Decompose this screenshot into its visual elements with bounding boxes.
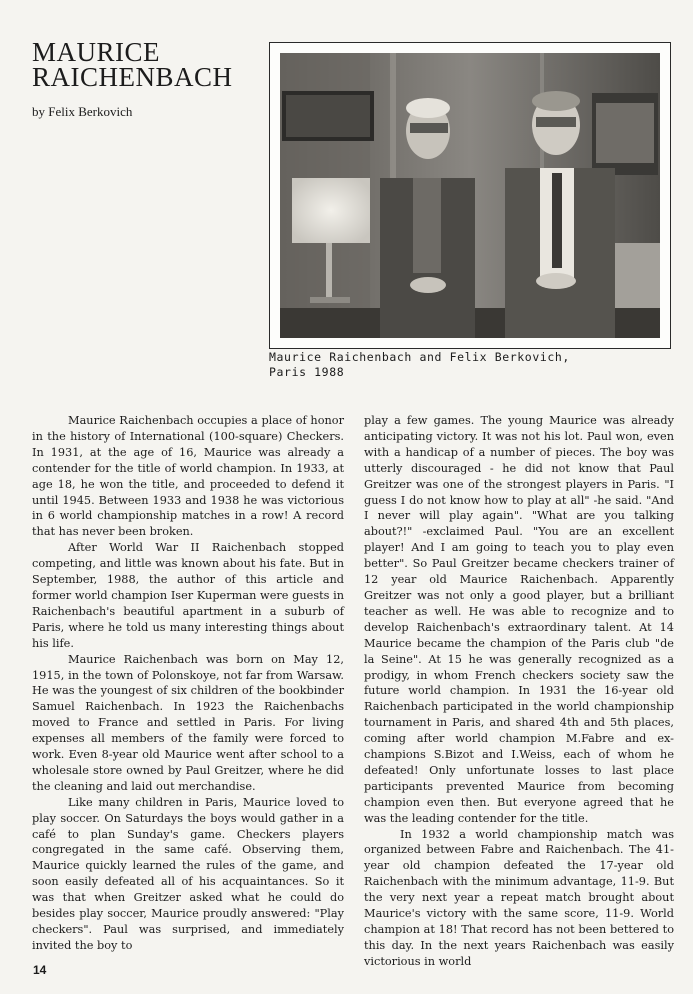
- photo-frame: [269, 42, 671, 349]
- article-column-right: [364, 413, 674, 970]
- article-title-line-2: RAICHENBACH: [32, 62, 233, 92]
- paragraph: Like many children in Paris, Maurice loved to play soccer. On Saturdays the boys would gather in a café to plan Sunday's game. Checkers players congregated in the same café. Observing them, Maurice quickly learned the rules of the game, and soon easily defeated all of his acquaintances. So it was that when Greitzer asked what he could do besides play soccer, Maurice proudly answered: "Play checkers". Paul was surprised, and immediately invited the boy to: [32, 795, 344, 952]
- paragraph: Maurice Raichenbach was born on May 12, 1915, in the town of Polonskoye, not far from Warsaw. He was the youngest of six children of the bookbinder Samuel Raichenbach. In 1923 the Raichenbachs moved to France and settled in Paris. For living expenses all members of the family were forced to work. Even 8-year old Maurice went after school to a wholesale store owned by Paul Greitzer, where he did the cleaning and laid out merchandise.: [32, 652, 344, 793]
- article-column-left: [32, 413, 344, 954]
- photo-caption-line-1: Maurice Raichenbach and Felix Berkovich,: [269, 350, 570, 364]
- paragraph: After World War II Raichenbach stopped competing, and little was known about his fate. But in September, 1988, the author of this article and former world champion Iser Kuperman were guests in Raichenbach's beautiful apartment in a suburb of Paris, where he told us many interesting things about his life.: [32, 541, 344, 650]
- photo-caption: [269, 350, 679, 380]
- byline: by Felix Berkovich: [32, 104, 133, 119]
- photo-two-men-standing: [280, 53, 660, 338]
- page-number: 14: [33, 963, 47, 977]
- paragraph: Maurice Raichenbach occupies a place of honor in the history of International (100-square) Checkers. In 1931, at the age of 16, Maurice was already a contender for the title of world champion. In 1933, at age 18, he won the title, and proceeded to defend it until 1945. Between 1933 and 1938 he was victorious in 6 world championship matches in a row! A record that has never been broken.: [32, 414, 344, 539]
- paragraph-continued: play a few games. The young Maurice was already anticipating victory. It was not his lot. Paul won, even with a handicap of a number of pieces. The boy was utterly discouraged - he did not know that Paul Greitzer was one of the strongest players in Paris. "I guess I do not know how to play at all" -he said. "And I never will play again". "What are you talking about?!" -exclaimed Paul. "You are an excellent player! And I am going to teach you to play even better". So Paul Greitzer became checkers trainer of 12 year old Maurice Raichenbach. Apparently Greitzer was not only a good player, but a brilliant teacher as well. He was able to recognize and to develop Raichenbach's extraordinary talent. At 14 Maurice became the champion of the Paris club "de la Seine". At 15 he was generally recognized as a prodigy, in whom French checkers society saw the future world champion. In 1931 the 16-year old Raichenbach participated in the world championship tournament in Paris, and shared 4th and 5th places, coming after world champion M.Fabre and ex-champions S.Bizot and I.Weiss, each of whom he defeated! Only unfortunate losses to last place participants prevented Maurice from becoming champion even then. But everyone agreed that he was the leading contender for the title.: [364, 414, 674, 825]
- article-title-line-1: MAURICE: [32, 37, 161, 67]
- photo-caption-line-2: Paris 1988: [269, 365, 345, 379]
- paragraph: In 1932 a world championship match was organized between Fabre and Raichenbach. The 41-year old champion defeated the 17-year old Raichenbach with the minimum advantage, 11-9. But the very next year a repeat match brought about Maurice's victory with the same score, 11-9. World champion at 18! That record has not been bettered to this day. In the next years Raichenbach was easily victorious in world: [364, 827, 674, 968]
- article-title: [32, 37, 262, 92]
